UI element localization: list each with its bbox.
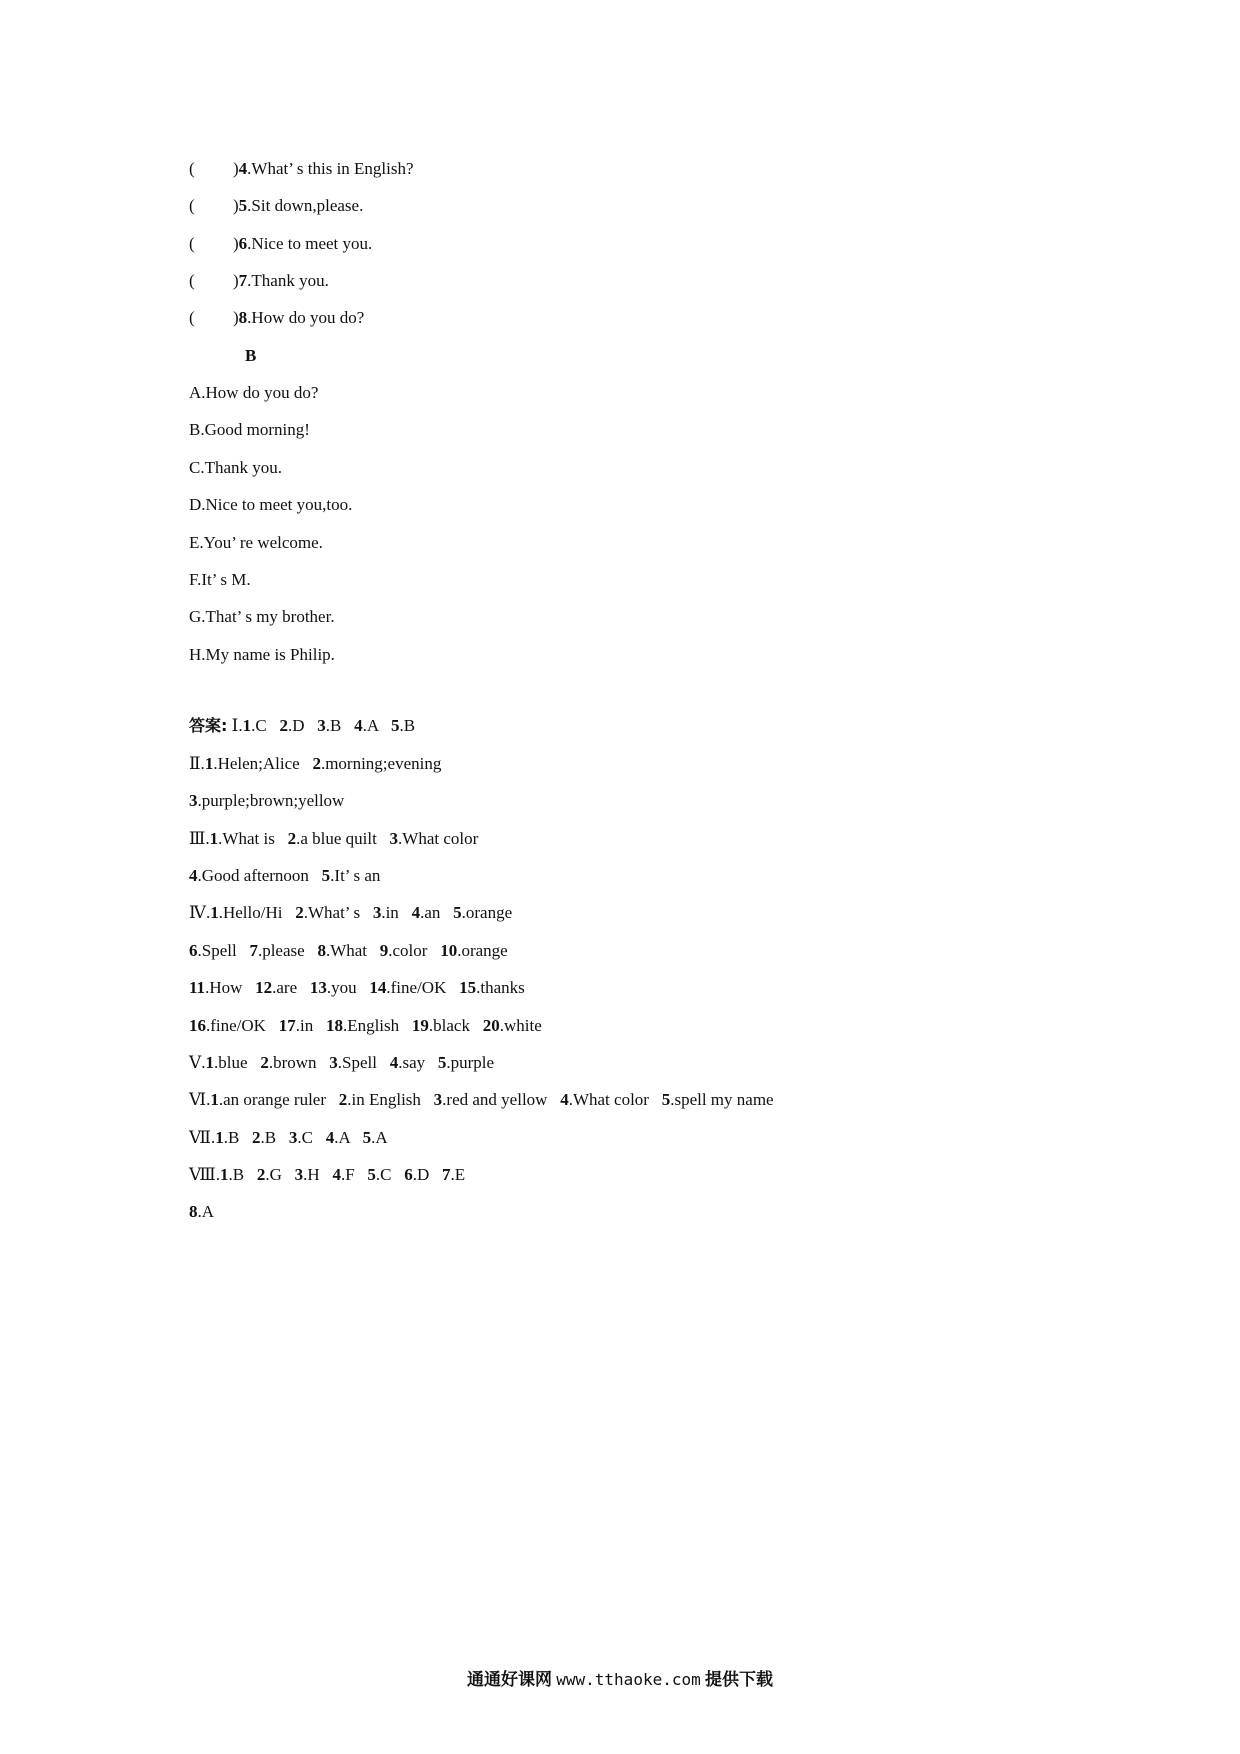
- answer-number: 20: [482, 1016, 500, 1035]
- answer-text: Ⅷ.: [189, 1165, 221, 1184]
- answer-text: .A: [362, 716, 391, 735]
- answer-line: [189, 866, 380, 886]
- answer-line: [189, 903, 512, 923]
- answer-number: 3: [288, 1128, 298, 1147]
- answer-text: .What color: [568, 1090, 662, 1109]
- answer-blank-open: (: [189, 234, 195, 253]
- section-b-heading: B: [245, 346, 257, 365]
- answer-text: .purple: [446, 1053, 495, 1072]
- answer-number: 4: [560, 1090, 569, 1109]
- answer-text: .an: [420, 903, 454, 922]
- answer-number: 3: [317, 716, 326, 735]
- answer-number: 7: [249, 941, 258, 960]
- answer-line: [189, 1016, 542, 1036]
- answer-text: Ⅳ.: [189, 903, 211, 922]
- footer-site-name: 通通好课网: [467, 1670, 557, 1689]
- answer-number: 6: [189, 941, 198, 960]
- answer-number: 5: [453, 903, 462, 922]
- answer-text: .A: [371, 1128, 388, 1147]
- answer-line: [189, 754, 441, 774]
- answer-number: 14: [369, 978, 387, 997]
- answer-number: 5: [390, 716, 400, 735]
- question-item: [189, 271, 329, 291]
- answer-number: 4: [354, 716, 363, 735]
- answer-blank-close: ): [233, 271, 239, 290]
- answer-text: .Spell: [197, 941, 250, 960]
- answer-number: 2: [252, 1128, 261, 1147]
- answer-number: 1: [210, 1090, 219, 1109]
- answer-text: Ⅴ.: [189, 1053, 206, 1072]
- answer-text: .A: [334, 1128, 363, 1147]
- answer-text: .B: [260, 1128, 289, 1147]
- answer-text: .blue: [214, 1053, 261, 1072]
- page-footer: [0, 1665, 1240, 1690]
- answer-text: .in: [381, 903, 412, 922]
- option-item: C.Thank you.: [189, 458, 283, 477]
- answer-blank-close: ): [233, 234, 239, 253]
- answer-number: 5: [321, 866, 331, 885]
- answer-line: [189, 1165, 465, 1185]
- answer-text: .say: [398, 1053, 438, 1072]
- option-item: E.You’ re welcome.: [189, 533, 323, 552]
- answer-text: .B: [228, 1165, 257, 1184]
- question-item: [189, 196, 363, 216]
- answer-number: 4: [189, 866, 198, 885]
- answer-number: 8: [189, 1202, 198, 1221]
- answer-number: 7: [442, 1165, 451, 1184]
- answer-number: 17: [278, 1016, 296, 1035]
- answer-number: 1: [220, 1165, 229, 1184]
- answer-text: .fine/OK: [386, 978, 460, 997]
- answer-text: .brown: [268, 1053, 330, 1072]
- answer-blank-open: (: [189, 271, 195, 290]
- answer-number: 3: [433, 1090, 443, 1109]
- answer-number: 2: [279, 716, 288, 735]
- answer-number: 19: [411, 1016, 429, 1035]
- answer-number: 2: [256, 1165, 266, 1184]
- answer-number: 2: [260, 1053, 269, 1072]
- answer-text: .G: [265, 1165, 295, 1184]
- answer-line: [189, 1202, 214, 1222]
- answer-text: Ⅰ.: [231, 716, 243, 735]
- answer-text: .color: [388, 941, 441, 960]
- question-number: 8: [238, 308, 248, 327]
- question-number: 4: [238, 159, 248, 178]
- answer-text: .C: [251, 716, 280, 735]
- answer-text: .D: [412, 1165, 443, 1184]
- answer-text: .What color: [398, 829, 479, 848]
- answer-text: .H: [303, 1165, 333, 1184]
- question-number: 7: [238, 271, 248, 290]
- footer-download-text: 提供下载: [700, 1670, 773, 1689]
- answer-number: 2: [295, 903, 304, 922]
- answer-text: .Good afternoon: [197, 866, 322, 885]
- answer-blank-close: ): [233, 308, 239, 327]
- answer-text: .spell my name: [670, 1090, 774, 1109]
- answer-text: .D: [287, 716, 318, 735]
- answer-number: 5: [367, 1165, 376, 1184]
- answer-line: [189, 1090, 774, 1110]
- answer-number: 2: [312, 754, 321, 773]
- answer-text: .F: [340, 1165, 368, 1184]
- answer-text: .Spell: [337, 1053, 390, 1072]
- answer-number: 18: [325, 1016, 343, 1035]
- question-text: .How do you do?: [247, 308, 365, 327]
- answer-number: 8: [317, 941, 326, 960]
- answer-text: .purple;brown;yellow: [197, 791, 345, 810]
- answer-text: .an orange ruler: [218, 1090, 339, 1109]
- option-item: G.That’ s my brother.: [189, 607, 335, 626]
- answer-text: .thanks: [476, 978, 525, 997]
- answer-text: .How: [205, 978, 256, 997]
- answer-number: 3: [372, 903, 382, 922]
- answer-number: 1: [210, 903, 219, 922]
- answer-number: 6: [404, 1165, 413, 1184]
- answer-text: .fine/OK: [206, 1016, 279, 1035]
- question-item: [189, 308, 364, 328]
- answer-number: 5: [661, 1090, 671, 1109]
- answer-number: 3: [189, 791, 198, 810]
- answer-line: [189, 1053, 494, 1073]
- answer-number: 11: [189, 978, 206, 997]
- answer-number: 15: [459, 978, 477, 997]
- option-item: F.It’ s M.: [189, 570, 251, 589]
- answer-blank-close: ): [233, 196, 239, 215]
- answer-text: .are: [272, 978, 310, 997]
- answer-number: 2: [338, 1090, 348, 1109]
- answer-text: .What is: [218, 829, 288, 848]
- answer-label: 答案:: [189, 716, 228, 735]
- answer-text: .What’ s: [303, 903, 373, 922]
- answer-text: .red and yellow: [442, 1090, 561, 1109]
- answer-text: .C: [297, 1128, 326, 1147]
- answer-text: .B: [325, 716, 355, 735]
- answer-number: 1: [242, 716, 252, 735]
- answer-number: 16: [189, 1016, 206, 1035]
- answer-text: .B: [399, 716, 416, 735]
- answer-text: .It’ s an: [330, 866, 381, 885]
- answer-text: .in English: [347, 1090, 434, 1109]
- option-item: B.Good morning!: [189, 420, 310, 439]
- answer-line: [189, 716, 415, 736]
- answer-number: 12: [255, 978, 273, 997]
- option-item: H.My name is Philip.: [189, 645, 335, 664]
- answer-number: 2: [287, 829, 297, 848]
- answer-text: .English: [342, 1016, 412, 1035]
- question-text: .Nice to meet you.: [247, 234, 373, 253]
- answer-number: 1: [205, 1053, 215, 1072]
- answer-line: [189, 1128, 388, 1148]
- answer-number: 4: [325, 1128, 335, 1147]
- answer-text: .morning;evening: [320, 754, 442, 773]
- answer-blank-open: (: [189, 196, 195, 215]
- answer-line: [189, 829, 478, 849]
- answer-number: 13: [309, 978, 327, 997]
- answer-number: 4: [332, 1165, 341, 1184]
- answer-text: .What: [325, 941, 380, 960]
- answer-number: 9: [379, 941, 389, 960]
- answer-number: 5: [362, 1128, 372, 1147]
- answer-text: Ⅶ.: [189, 1128, 216, 1147]
- answer-text: .Hello/Hi: [218, 903, 296, 922]
- answer-number: 3: [294, 1165, 304, 1184]
- answer-number: 3: [389, 829, 399, 848]
- question-item: [189, 234, 372, 254]
- question-item: [189, 159, 414, 179]
- answer-text: .C: [375, 1165, 405, 1184]
- answer-text: .orange: [457, 941, 508, 960]
- question-number: 5: [238, 196, 248, 215]
- answer-blank-open: (: [189, 308, 195, 327]
- answer-blank-close: ): [233, 159, 239, 178]
- answer-text: .in: [295, 1016, 326, 1035]
- answer-text: .white: [499, 1016, 542, 1035]
- answer-text: Ⅱ.: [189, 754, 205, 773]
- answer-text: .orange: [461, 903, 513, 922]
- answer-number: 1: [209, 829, 219, 848]
- option-item: D.Nice to meet you,too.: [189, 495, 353, 514]
- footer-url: www.tthaoke.com: [556, 1670, 701, 1689]
- question-number: 6: [238, 234, 248, 253]
- answer-line: [189, 941, 508, 961]
- answer-text: .Helen;Alice: [213, 754, 313, 773]
- answer-text: .E: [450, 1165, 466, 1184]
- answer-text: Ⅵ.: [189, 1090, 211, 1109]
- answer-number: 10: [440, 941, 458, 960]
- question-text: .Sit down,please.: [247, 196, 364, 215]
- answer-text: .black: [428, 1016, 483, 1035]
- answer-line: [189, 791, 344, 811]
- question-text: .What’ s this in English?: [247, 159, 414, 178]
- answer-number: 1: [215, 1128, 224, 1147]
- answer-number: 4: [411, 903, 421, 922]
- option-item: A.How do you do?: [189, 383, 319, 402]
- answer-text: .a blue quilt: [296, 829, 390, 848]
- answer-line: [189, 978, 525, 998]
- answer-number: 4: [389, 1053, 399, 1072]
- answer-text: .B: [223, 1128, 253, 1147]
- answer-text: .please: [257, 941, 318, 960]
- answer-number: 1: [204, 754, 214, 773]
- answer-text: Ⅲ.: [189, 829, 210, 848]
- answer-number: 5: [437, 1053, 447, 1072]
- question-text: .Thank you.: [247, 271, 329, 290]
- answer-text: .you: [326, 978, 370, 997]
- answer-blank-open: (: [189, 159, 195, 178]
- answer-number: 3: [329, 1053, 338, 1072]
- answer-text: .A: [197, 1202, 215, 1221]
